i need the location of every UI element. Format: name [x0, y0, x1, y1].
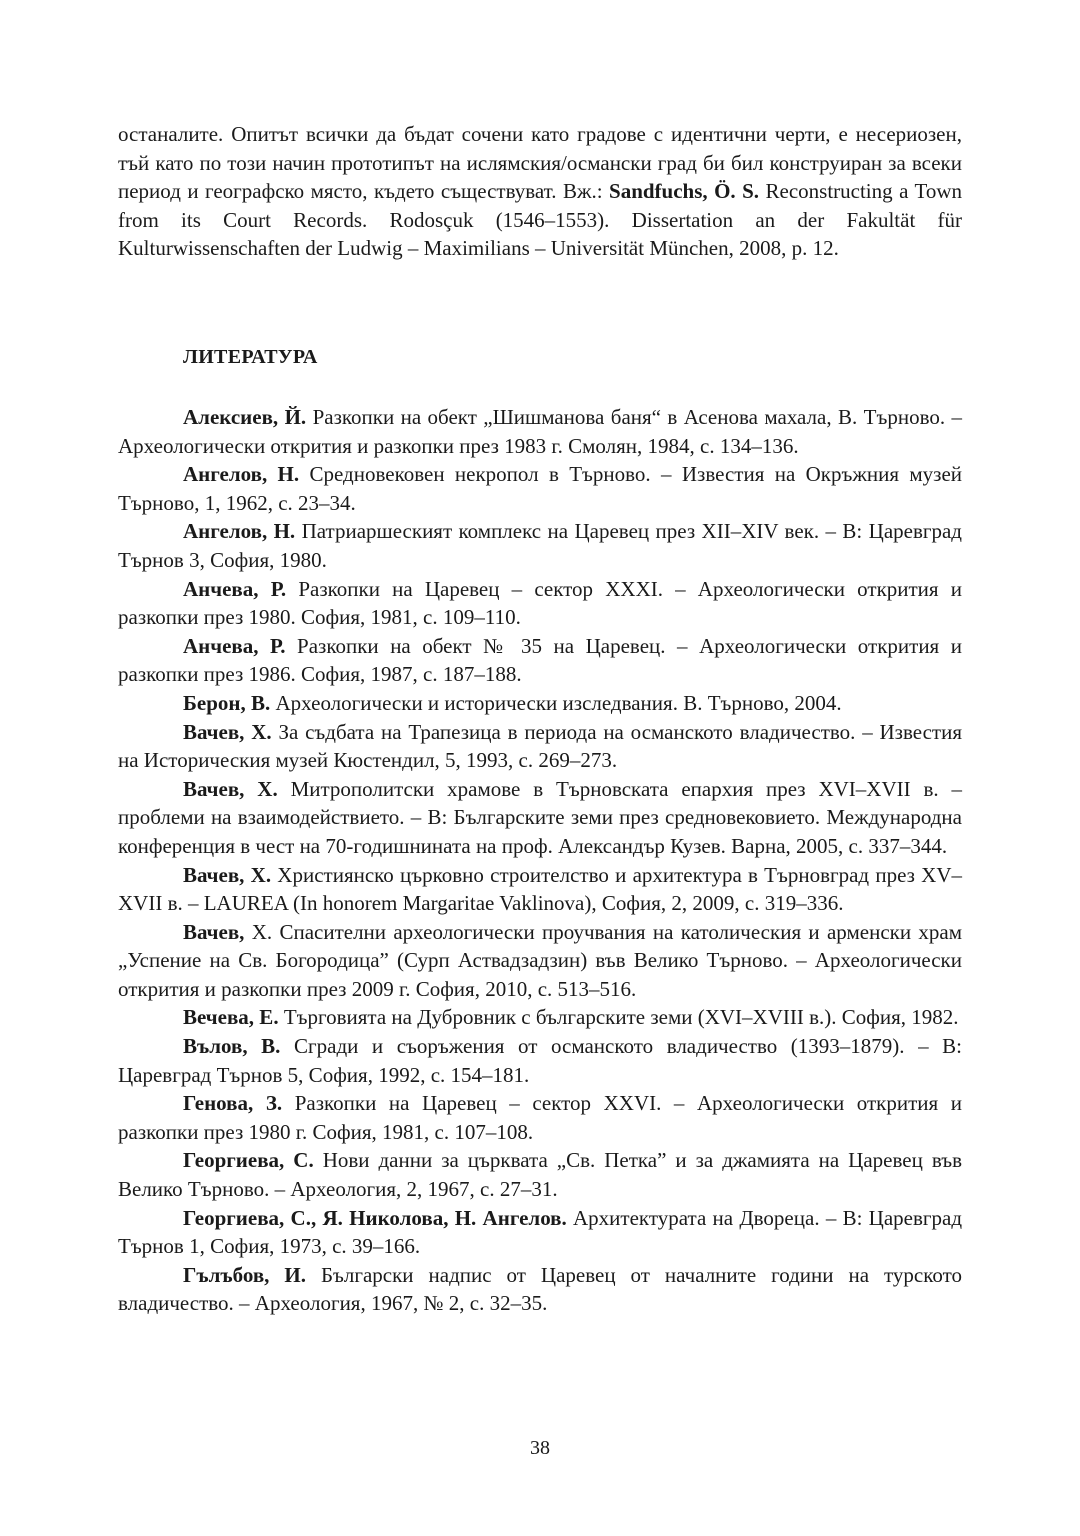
reference-text: Археологически и исторически изследвания. В. Търново, 2004.	[270, 690, 842, 715]
reference-item	[118, 632, 962, 689]
footnote-continuation	[118, 120, 962, 263]
intro-author: Sandfuchs, Ö. S.	[609, 179, 760, 204]
reference-author: Георгиева, С., Я. Николова, Н. Ангелов.	[183, 1205, 567, 1230]
reference-item	[118, 460, 962, 517]
section-heading: ЛИТЕРАТУРА	[183, 346, 318, 368]
reference-item	[118, 1003, 962, 1032]
reference-item	[118, 517, 962, 574]
reference-text: Разкопки на Царевец – сектор XXXI. – Археологически открития и разкопки през 1980. София, 1981, с. 109–110.	[118, 576, 962, 630]
reference-list	[118, 403, 962, 1318]
reference-text: Х. Спасителни археологически проучвания на католическия и арменски храм „Успение на Св. Богородица” (Сурп Аствадзадзин) във Велико Търново. – Археологически открития и разкопки през 2009 г. София, 2010, с. 513–516.	[118, 919, 962, 1001]
reference-author: Анчева, Р.	[183, 576, 287, 601]
reference-text: Търговията на Дубровник с българските земи (XVI–XVIII в.). София, 1982.	[278, 1005, 959, 1030]
intro-text-2: Reconstructing a Town from its Court Records. Rodosçuk (1546–1553). Dissertation an der Fakultät für Kulturwissenschaften der Ludwig – Maximilians – Universität München, 2008, p. 12.	[118, 179, 962, 261]
reference-text: Сгради и съоръжения от османското владичество (1393–1879). – В: Царевград Търнов 5, София, 1992, с. 154–181.	[118, 1034, 963, 1087]
page-number: 38	[530, 1437, 550, 1459]
reference-author: Георгиева, С.	[183, 1148, 314, 1173]
reference-text: За съдбата на Трапезица в периода на османското владичество. – Известия на Историческия музей Кюстендил, 5, 1993, с. 269–273.	[118, 719, 962, 773]
reference-item	[118, 575, 962, 632]
reference-text: Разкопки на Царевец – сектор XXVI. – Археологически открития и разкопки през 1980 г. София, 1981, с. 107–108.	[118, 1091, 962, 1144]
reference-item	[118, 1204, 962, 1261]
reference-item	[118, 1146, 962, 1203]
reference-item	[118, 403, 962, 460]
reference-text: Митрополитски храмове в Търновската епархия през XVI–XVII в. – проблеми на взаимодействието. – В: Българските земи през средновековието. Международна конференция в чест на 70-годишнината на проф. Александър Кузев. Варна, 2005, с. 337–344.	[118, 776, 962, 858]
reference-text: Патриаршеският комплекс на Царевец през XII–XIV век. – В: Царевград Търнов 3, София, 1980.	[118, 519, 962, 572]
reference-author: Вачев,	[183, 919, 245, 944]
reference-text: Християнско църковно строителство и архитектура в Търновград през XV–XVII в. – LAUREA (In honorem Margaritae Vaklinova), София, 2, 2009, с. 319–336.	[118, 862, 962, 916]
reference-text: Архитектурата на Двореца. – В: Царевград Търнов 1, София, 1973, с. 39–166.	[118, 1205, 963, 1259]
reference-author: Вълов, В.	[183, 1034, 281, 1059]
reference-author: Генова, З.	[183, 1091, 283, 1116]
reference-text: Нови данни за църквата „Св. Петка” и за джамията на Царевец във Велико Търново. – Археология, 2, 1967, с. 27–31.	[118, 1148, 962, 1202]
reference-text: Средновековен некропол в Търново. – Известия на Окръжния музей Търново, 1, 1962, с. 23–34.	[118, 462, 962, 515]
reference-text: Разкопки на обект № 35 на Царевец. – Археологически открития и разкопки през 1986. София, 1987, с. 187–188.	[118, 633, 962, 687]
reference-author: Вечева, Е.	[183, 1005, 279, 1030]
reference-author: Вачев, Х.	[183, 719, 272, 744]
reference-item	[118, 1032, 962, 1089]
reference-text: Разкопки на обект „Шишманова баня“ в Асенова махала, В. Търново. – Археологически открития и разкопки през 1983 г. Смолян, 1984, с. 134–136.	[118, 405, 963, 458]
reference-item	[118, 775, 962, 861]
intro-text-1: останалите. Опитът всички да бъдат сочени като градове с идентични черти, е несериозен, тъй като по този начин прототипът на ислямския/османски град би бил конструиран за всеки период и географско място, където съществуват. Вж.:	[118, 122, 962, 204]
reference-item	[118, 1261, 962, 1318]
reference-item	[118, 918, 962, 1004]
reference-author: Гълъбов, И.	[183, 1262, 306, 1287]
reference-author: Вачев, Х.	[183, 776, 278, 801]
reference-author: Вачев, Х.	[183, 862, 272, 887]
reference-author: Алексиев, Й.	[183, 405, 307, 429]
reference-author: Анчева, Р.	[183, 633, 286, 658]
reference-author: Ангелов, Н.	[183, 519, 296, 544]
reference-item	[118, 1089, 962, 1146]
reference-text: Български надпис от Царевец от началните години на турското владичество. – Археология, 1967, № 2, с. 32–35.	[118, 1262, 962, 1316]
reference-item	[118, 861, 962, 918]
reference-author: Берон, В.	[183, 690, 271, 715]
reference-item	[118, 718, 962, 775]
page-body	[118, 120, 963, 1316]
reference-item	[118, 689, 962, 718]
reference-author: Ангелов, Н.	[183, 462, 300, 487]
